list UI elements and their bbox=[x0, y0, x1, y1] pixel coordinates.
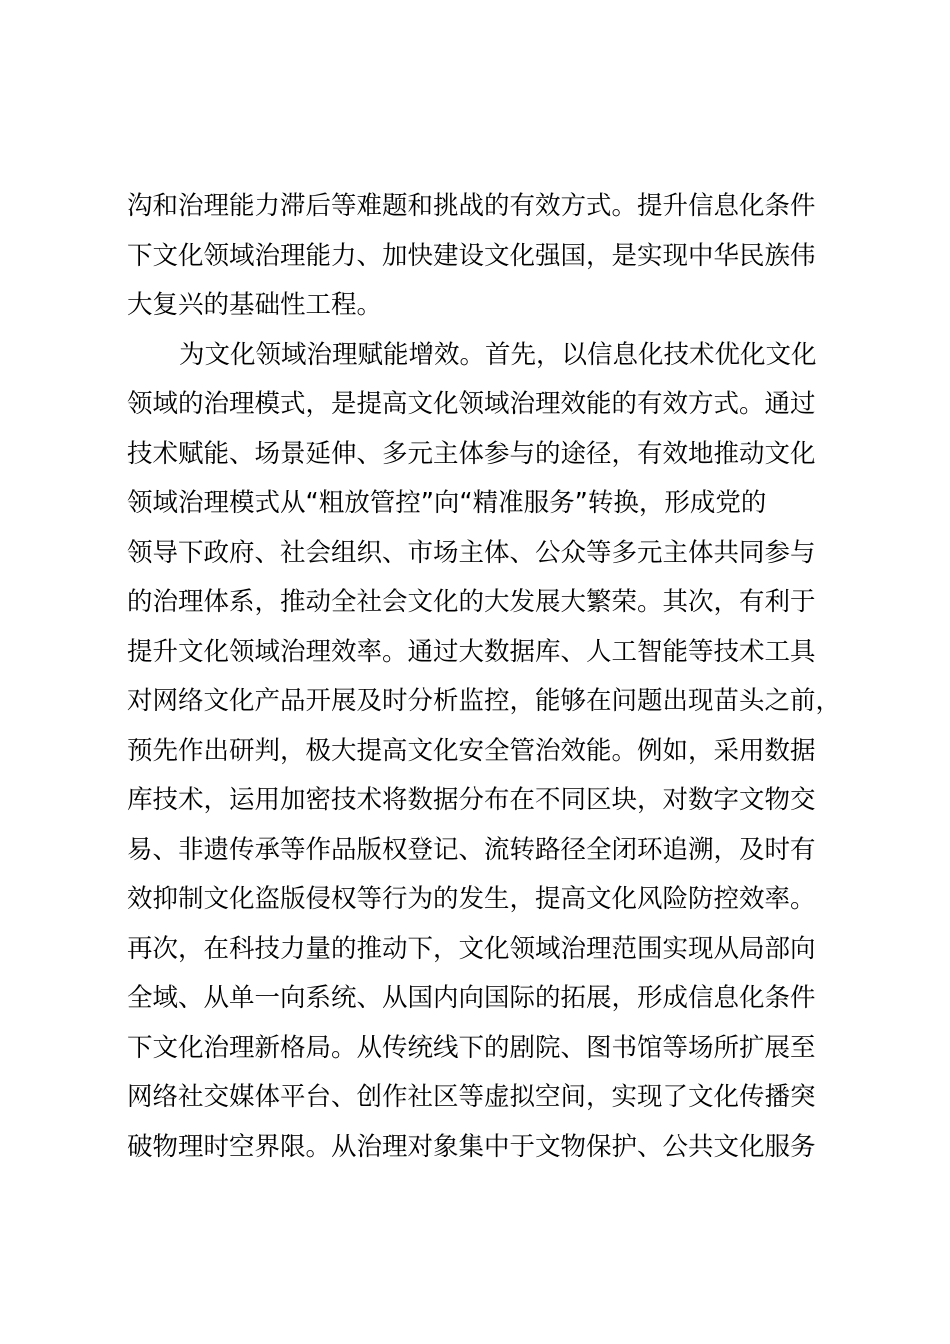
text-line: 提升文化领域治理效率。通过大数据库、人工智能等技术工具 bbox=[127, 636, 816, 667]
text-line: 领域的治理模式，是提高文化领域治理效能的有效方式。通过 bbox=[127, 389, 816, 419]
text-line: 沟和治理能力滞后等难题和挑战的有效方式。提升信息化条件 bbox=[127, 191, 816, 221]
body-text bbox=[127, 182, 847, 1172]
text-line: 技术赋能、场景延伸、多元主体参与的途径，有效地推动文化 bbox=[127, 438, 816, 469]
text-line: 下文化领域治理能力、加快建设文化强国，是实现中华民族伟 bbox=[127, 240, 816, 271]
text-line: 易、非遗传承等作品版权登记、流转路径全闭环追溯，及时有 bbox=[127, 834, 816, 865]
text-line: 破物理时空界限。从治理对象集中于文物保护、公共文化服务 bbox=[127, 1131, 816, 1162]
text-line: 预先作出研判，极大提高文化安全管治效能。例如，采用数据 bbox=[127, 735, 816, 766]
text-line: 领域治理模式从“粗放管控”向“精准服务”转换，形成党的 bbox=[127, 488, 767, 518]
text-line: 全域、从单一向系统、从国内向国际的拓展，形成信息化条件 bbox=[127, 983, 816, 1013]
text-line: 再次，在科技力量的推动下，文化领域治理范围实现从局部向 bbox=[127, 933, 816, 964]
text-line: 下文化治理新格局。从传统线下的剧院、图书馆等场所扩展至 bbox=[127, 1032, 816, 1063]
text-line: 网络社交媒体平台、创作社区等虚拟空间，实现了文化传播突 bbox=[127, 1082, 816, 1112]
text-line: 领导下政府、社会组织、市场主体、公众等多元主体共同参与 bbox=[127, 537, 816, 568]
text-line: 对网络文化产品开展及时分析监控，能够在问题出现苗头之前， bbox=[127, 686, 842, 716]
text-line: 库技术，运用加密技术将数据分布在不同区块，对数字文物交 bbox=[127, 785, 816, 815]
paragraph-first-line: 为文化领域治理赋能增效。首先，以信息化技术优化文化 bbox=[179, 339, 817, 370]
text-line: 的治理体系，推动全社会文化的大发展大繁荣。其次，有利于 bbox=[127, 587, 816, 617]
text-line: 大复兴的基础性工程。 bbox=[127, 290, 383, 320]
text-line: 效抑制文化盗版侵权等行为的发生，提高文化风险防控效率。 bbox=[127, 884, 816, 914]
